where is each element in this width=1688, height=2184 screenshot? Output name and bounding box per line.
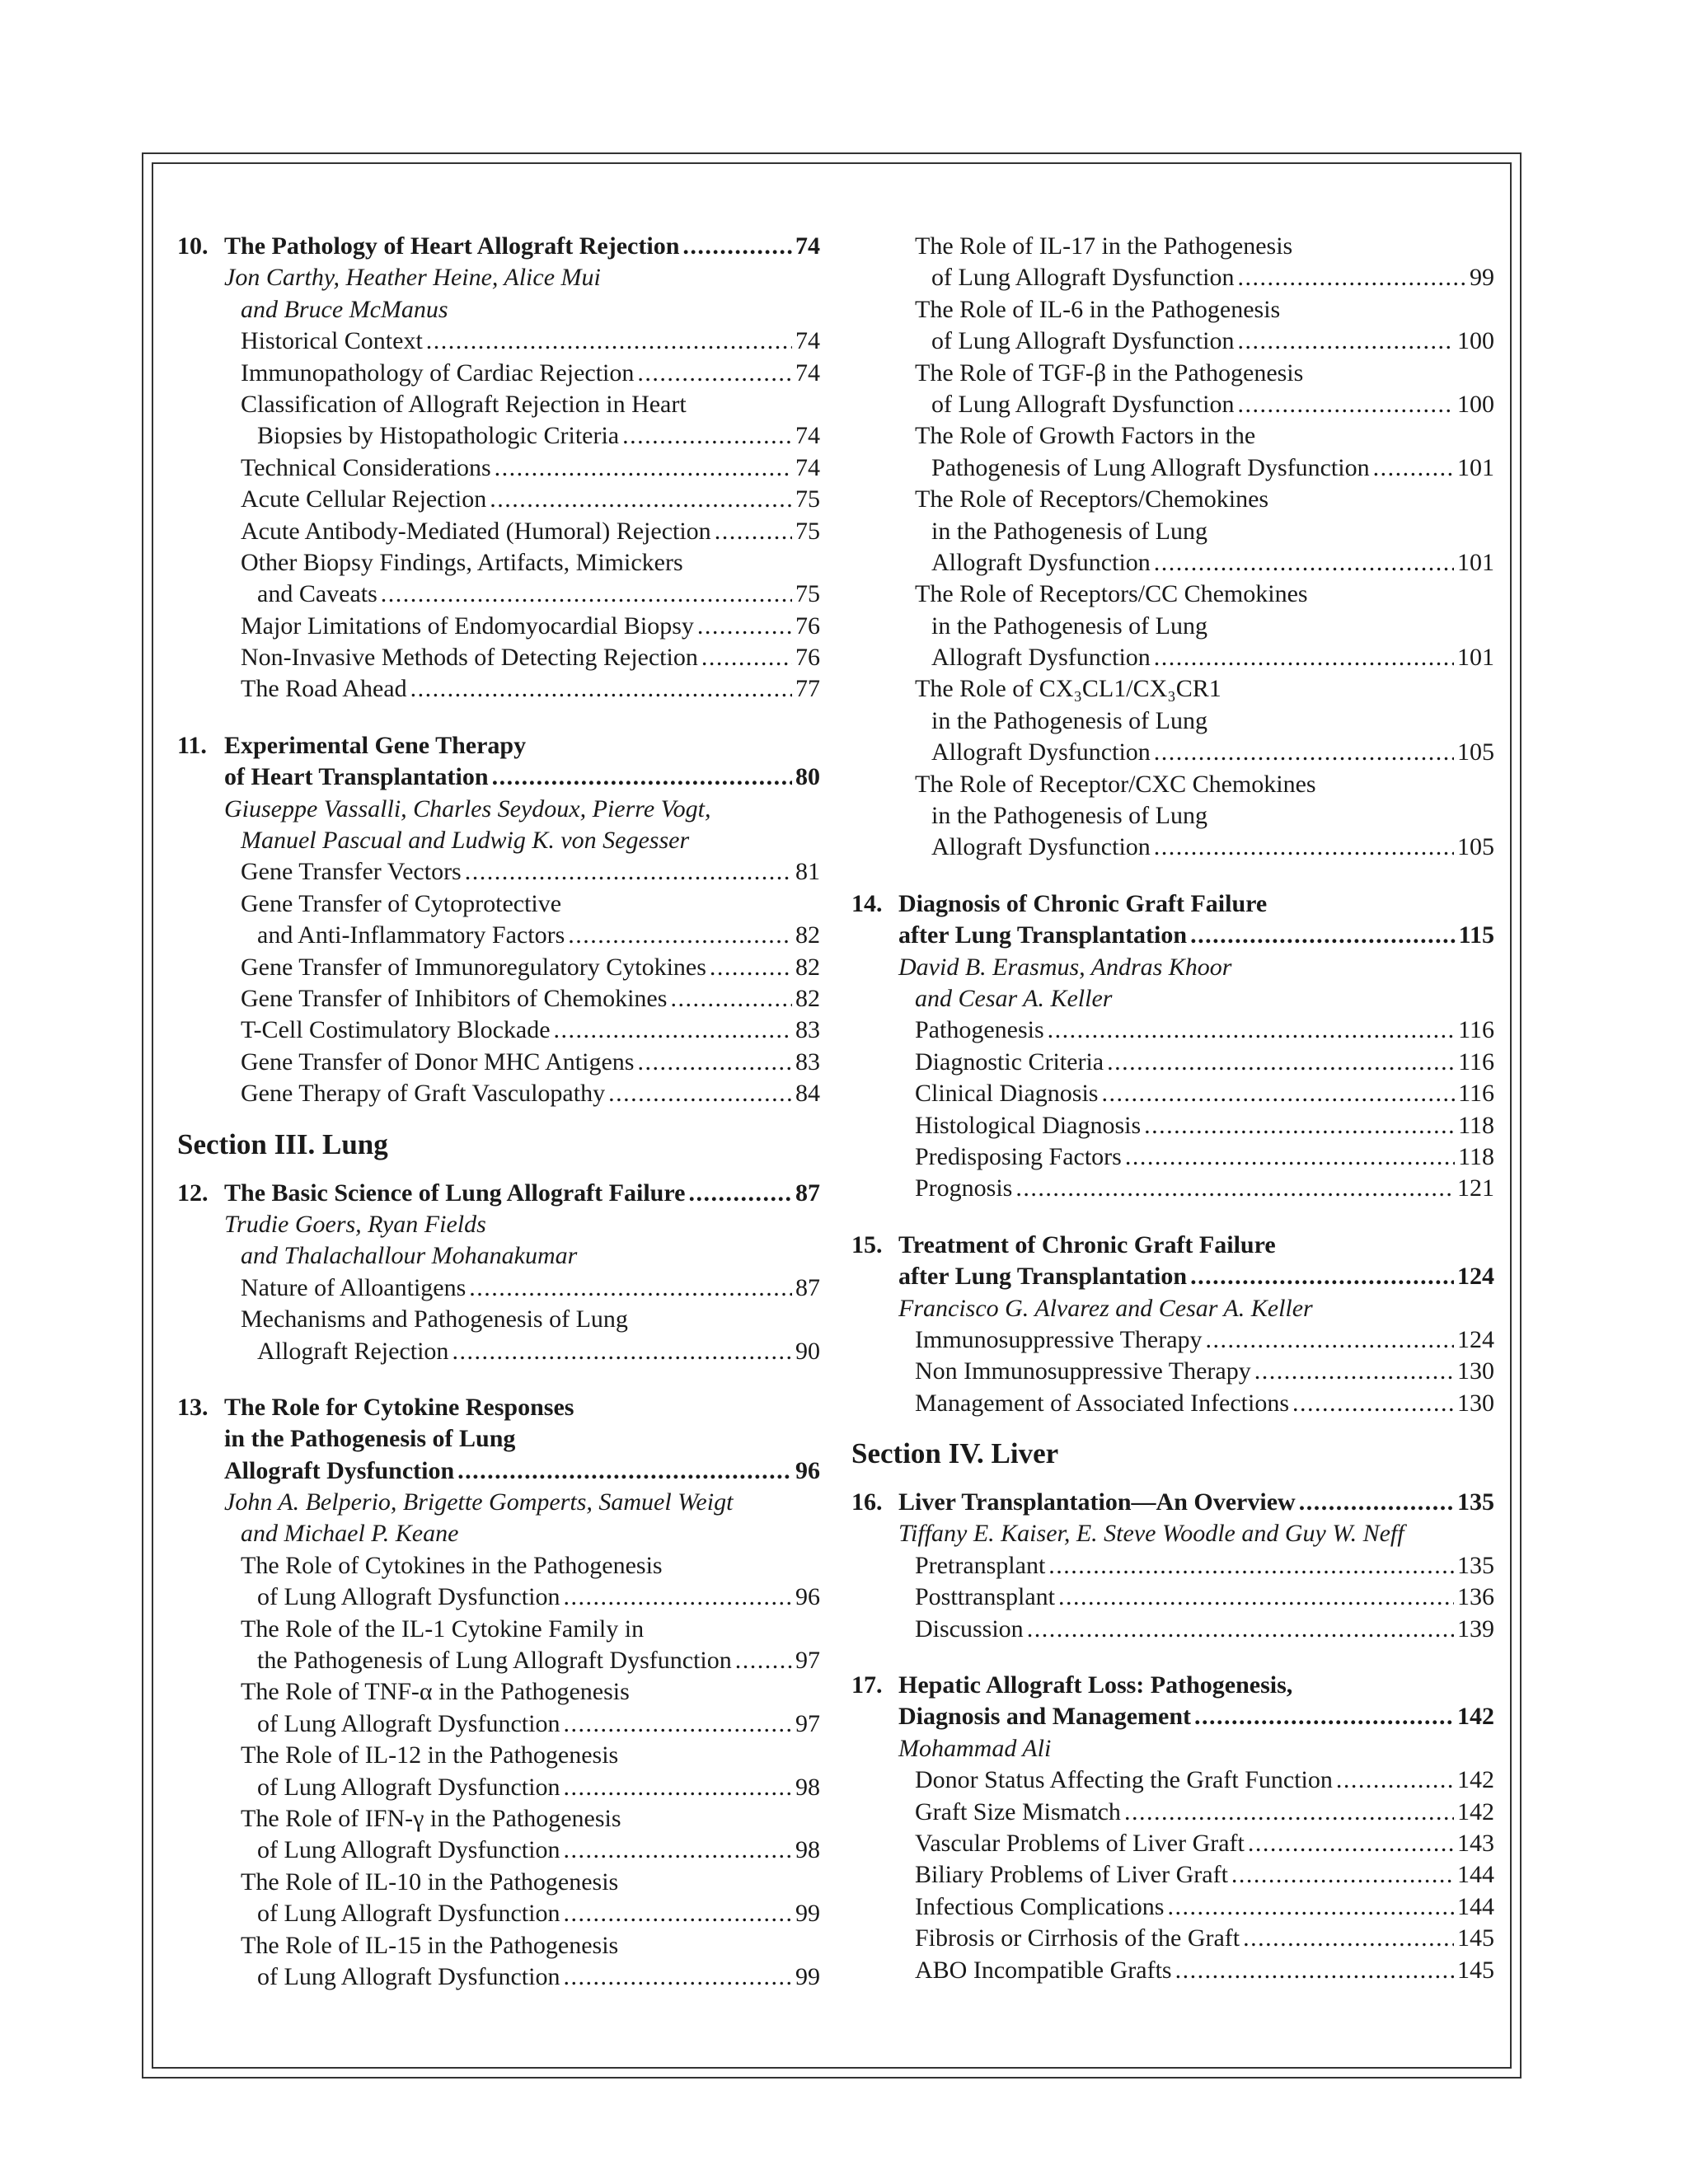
toc-entry[interactable]: of Lung Allograft Dysfunction . . . 99 [177, 1961, 820, 1993]
toc-entry[interactable]: Acute Antibody-Mediated (Humoral) Rejection . . . 75 [177, 516, 820, 547]
toc-entry[interactable]: Technical Considerations . . . 74 [177, 452, 820, 484]
toc-entry-line[interactable]: The Role of the IL-1 Cytokine Family in [241, 1615, 645, 1643]
chapter-number: 10. [177, 232, 209, 260]
chapter-authors: David B. Erasmus, Andras Khoor [898, 953, 1232, 981]
chapter-title: Diagnosis of Chronic Graft Failure [898, 889, 1268, 917]
chapter-12-heading[interactable] [177, 1178, 820, 1209]
toc-entry[interactable]: of Lung Allograft Dysfunction . . . 99 [851, 262, 1494, 293]
chapter-10-heading[interactable] [177, 231, 820, 262]
toc-entry[interactable]: T-Cell Costimulatory Blockade . . . 83 [177, 1015, 820, 1046]
toc-entry[interactable]: Immunopathology of Cardiac Rejection . . . 74 [177, 358, 820, 389]
toc-entry[interactable]: of Lung Allograft Dysfunction . . . 98 [177, 1772, 820, 1803]
chapter-15-heading-cont[interactable]: after Lung Transplantation . . . 124 [851, 1261, 1494, 1292]
toc-entry[interactable]: Vascular Problems of Liver Graft . . . 143 [851, 1828, 1494, 1859]
chapter-authors: Francisco G. Alvarez and Cesar A. Keller [898, 1294, 1313, 1322]
toc-entry[interactable]: Clinical Diagnosis . . . 116 [851, 1078, 1494, 1109]
chapter-authors: Mohammad Ali [898, 1734, 1052, 1762]
toc-entry[interactable]: Gene Transfer of Donor MHC Antigens . . . 83 [177, 1047, 820, 1078]
section-heading-lung: Section III. Lung [177, 1127, 388, 1160]
chapter-number: 13. [177, 1393, 209, 1421]
toc-right-column [851, 231, 1494, 1986]
section-heading-liver: Section IV. Liver [851, 1437, 1059, 1470]
chapter-authors: Tiffany E. Kaiser, E. Steve Woodle and Guy W. Neff [898, 1520, 1404, 1548]
toc-entry-line[interactable]: Other Biopsy Findings, Artifacts, Mimickers [241, 548, 683, 576]
chapter-title: The Pathology of Heart Allograft Rejection [224, 232, 680, 260]
toc-entry-line[interactable]: in the Pathogenesis of Lung [931, 802, 1207, 830]
chapter-title: Hepatic Allograft Loss: Pathogenesis, [898, 1671, 1293, 1699]
toc-entry-line[interactable]: in the Pathogenesis of Lung [931, 706, 1207, 734]
toc-entry[interactable]: the Pathogenesis of Lung Allograft Dysfunction . . . 97 [177, 1645, 820, 1676]
chapter-authors: Manuel Pascual and Ludwig K. von Segesser [241, 827, 690, 855]
toc-entry[interactable]: Management of Associated Infections . . . 130 [851, 1388, 1494, 1419]
toc-entry[interactable]: and Caveats . . . 75 [177, 579, 820, 610]
toc-entry[interactable]: Nature of Alloantigens . . . 87 [177, 1272, 820, 1304]
toc-entry-line[interactable]: in the Pathogenesis of Lung [931, 517, 1207, 545]
toc-entry[interactable]: Pathogenesis of Lung Allograft Dysfunction . . . 101 [851, 452, 1494, 484]
toc-entry-line[interactable]: The Role of IL-12 in the Pathogenesis [241, 1741, 619, 1769]
chapter-14-heading[interactable] [851, 888, 1494, 920]
page-number: 135 [1457, 1488, 1494, 1516]
toc-entry-line[interactable]: The Role of IL-15 in the Pathogenesis [241, 1931, 619, 1959]
toc-entry[interactable]: Pretransplant . . . 135 [851, 1550, 1494, 1582]
toc-entry[interactable]: of Lung Allograft Dysfunction . . . 98 [177, 1835, 820, 1866]
toc-entry[interactable]: Allograft Rejection . . . 90 [177, 1336, 820, 1367]
chapter-11-heading[interactable] [177, 730, 820, 762]
chapter-17-heading-cont[interactable]: Diagnosis and Management . . . 142 [851, 1701, 1494, 1732]
toc-entry-line[interactable]: The Role of TGF-β in the Pathogenesis [915, 359, 1304, 387]
chapter-title: Liver Transplantation—An Overview [898, 1488, 1296, 1516]
toc-entry[interactable]: Donor Status Affecting the Graft Function . . . 142 [851, 1765, 1494, 1796]
toc-entry-line[interactable]: Gene Transfer of Cytoprotective [241, 889, 562, 917]
chapter-title: The Basic Science of Lung Allograft Failure [224, 1179, 686, 1207]
toc-entry[interactable]: Gene Transfer Vectors . . . 81 [177, 856, 820, 888]
toc-entry[interactable]: Acute Cellular Rejection . . . 75 [177, 484, 820, 515]
toc-entry[interactable]: Histological Diagnosis . . . 118 [851, 1110, 1494, 1141]
chapter-number: 16. [851, 1488, 883, 1516]
toc-entry[interactable]: Diagnostic Criteria . . . 116 [851, 1047, 1494, 1078]
chapter-authors: Giuseppe Vassalli, Charles Seydoux, Pierre Vogt, [224, 794, 711, 823]
toc-entry[interactable]: Fibrosis or Cirrhosis of the Graft . . . 145 [851, 1923, 1494, 1954]
toc-entry[interactable]: of Lung Allograft Dysfunction . . . 96 [177, 1582, 820, 1613]
toc-entry[interactable]: Prognosis . . . 121 [851, 1173, 1494, 1204]
toc-entry[interactable]: Allograft Dysfunction . . . 101 [851, 642, 1494, 673]
chapter-number: 11. [177, 731, 207, 759]
toc-entry-line[interactable]: The Role of TNF-α in the Pathogenesis [241, 1678, 630, 1706]
toc-entry[interactable]: Allograft Dysfunction . . . 101 [851, 547, 1494, 579]
chapter-15-heading[interactable] [851, 1230, 1494, 1261]
toc-entry[interactable]: Biliary Problems of Liver Graft . . . 144 [851, 1859, 1494, 1891]
chapter-authors: and Michael P. Keane [241, 1520, 459, 1548]
chapter-authors: Trudie Goers, Ryan Fields [224, 1210, 486, 1238]
toc-entry[interactable]: Non-Invasive Methods of Detecting Rejection . . . 76 [177, 642, 820, 673]
toc-entry-line[interactable]: The Role of CX₃CL1/CX₃CR1 [915, 675, 1221, 703]
toc-entry-line[interactable]: The Role of IL-17 in the Pathogenesis [915, 232, 1293, 260]
toc-entry-line[interactable]: The Role of IFN-γ in the Pathogenesis [241, 1804, 621, 1832]
toc-entry[interactable]: Graft Size Mismatch . . . 142 [851, 1797, 1494, 1828]
toc-entry[interactable]: Posttransplant . . . 136 [851, 1582, 1494, 1613]
chapter-11-heading-cont[interactable]: of Heart Transplantation . . . 80 [177, 762, 820, 793]
toc-entry[interactable]: of Lung Allograft Dysfunction . . . 99 [177, 1898, 820, 1929]
chapter-title: Experimental Gene Therapy [224, 731, 527, 759]
chapter-authors: John A. Belperio, Brigette Gomperts, Samuel Weigt [224, 1488, 734, 1516]
toc-entry-line[interactable]: in the Pathogenesis of Lung [931, 612, 1207, 640]
toc-entry[interactable]: ABO Incompatible Grafts . . . 145 [851, 1955, 1494, 1986]
toc-entry[interactable]: Immunosuppressive Therapy . . . 124 [851, 1324, 1494, 1356]
toc-entry[interactable]: Gene Transfer of Inhibitors of Chemokines . . . 82 [177, 983, 820, 1015]
toc-entry[interactable]: of Lung Allograft Dysfunction . . . 97 [177, 1708, 820, 1740]
toc-entry[interactable]: Gene Transfer of Immunoregulatory Cytokines . . . 82 [177, 952, 820, 983]
chapter-16-heading[interactable] [851, 1487, 1494, 1518]
toc-entry[interactable]: Infectious Complications . . . 144 [851, 1891, 1494, 1923]
toc-entry[interactable]: Non Immunosuppressive Therapy . . . 130 [851, 1356, 1494, 1387]
toc-entry[interactable]: Allograft Dysfunction . . . 105 [851, 737, 1494, 768]
toc-entry-line[interactable]: Classification of Allograft Rejection in Heart [241, 390, 687, 418]
page-number: 87 [795, 1179, 820, 1207]
chapter-13-heading-cont[interactable]: Allograft Dysfunction . . . 96 [177, 1455, 820, 1487]
toc-entry[interactable]: Biopsies by Histopathologic Criteria . . . 74 [177, 420, 820, 452]
toc-entry[interactable]: of Lung Allograft Dysfunction . . . 100 [851, 389, 1494, 420]
toc-entry-line[interactable]: The Role of Receptor/CXC Chemokines [915, 770, 1316, 798]
toc-left-column [177, 231, 820, 1993]
chapter-title: The Role for Cytokine Responses [224, 1393, 574, 1421]
toc-entry-line[interactable]: The Role of Receptors/CC Chemokines [915, 580, 1308, 608]
page-number: 74 [795, 232, 820, 260]
chapter-14-heading-cont[interactable]: after Lung Transplantation . . . 115 [851, 920, 1494, 951]
toc-entry-line[interactable]: The Role of IL-10 in the Pathogenesis [241, 1868, 619, 1896]
toc-entry-line[interactable]: The Role of Growth Factors in the [915, 422, 1256, 450]
chapter-authors: Jon Carthy, Heather Heine, Alice Mui [224, 264, 601, 292]
chapter-13-heading-cont[interactable]: in the Pathogenesis of Lung [224, 1425, 516, 1453]
chapter-17-heading[interactable] [851, 1670, 1494, 1701]
toc-entry-line[interactable]: The Role of Cytokines in the Pathogenesis [241, 1551, 663, 1579]
toc-entry-line[interactable]: Mechanisms and Pathogenesis of Lung [241, 1305, 628, 1333]
chapter-number: 14. [851, 889, 883, 917]
chapter-authors: and Cesar A. Keller [915, 984, 1113, 1012]
toc-entry[interactable]: and Anti-Inflammatory Factors . . . 82 [177, 920, 820, 951]
toc-entry[interactable]: Allograft Dysfunction . . . 105 [851, 832, 1494, 863]
chapter-title: Treatment of Chronic Graft Failure [898, 1230, 1276, 1258]
toc-entry[interactable]: The Road Ahead . . . 77 [177, 673, 820, 705]
toc-entry[interactable]: Pathogenesis . . . 116 [851, 1015, 1494, 1046]
toc-entry-line[interactable]: The Role of IL-6 in the Pathogenesis [915, 295, 1281, 323]
toc-entry[interactable]: Discussion . . . 139 [851, 1614, 1494, 1645]
chapter-number: 12. [177, 1179, 209, 1207]
chapter-authors: and Bruce McManus [241, 295, 448, 323]
toc-entry[interactable]: of Lung Allograft Dysfunction . . . 100 [851, 326, 1494, 357]
toc-entry[interactable]: Gene Therapy of Graft Vasculopathy . . . 84 [177, 1078, 820, 1109]
toc-entry-line[interactable]: The Role of Receptors/Chemokines [915, 485, 1269, 513]
chapter-13-heading[interactable] [177, 1392, 820, 1423]
chapter-number: 17. [851, 1671, 883, 1699]
toc-entry[interactable]: Predisposing Factors . . . 118 [851, 1141, 1494, 1173]
chapter-authors: and Thalachallour Mohanakumar [241, 1242, 578, 1270]
toc-entry[interactable]: Major Limitations of Endomyocardial Biopsy . . . 76 [177, 611, 820, 642]
toc-entry[interactable]: Historical Context . . . 74 [177, 326, 820, 357]
chapter-number: 15. [851, 1230, 883, 1258]
